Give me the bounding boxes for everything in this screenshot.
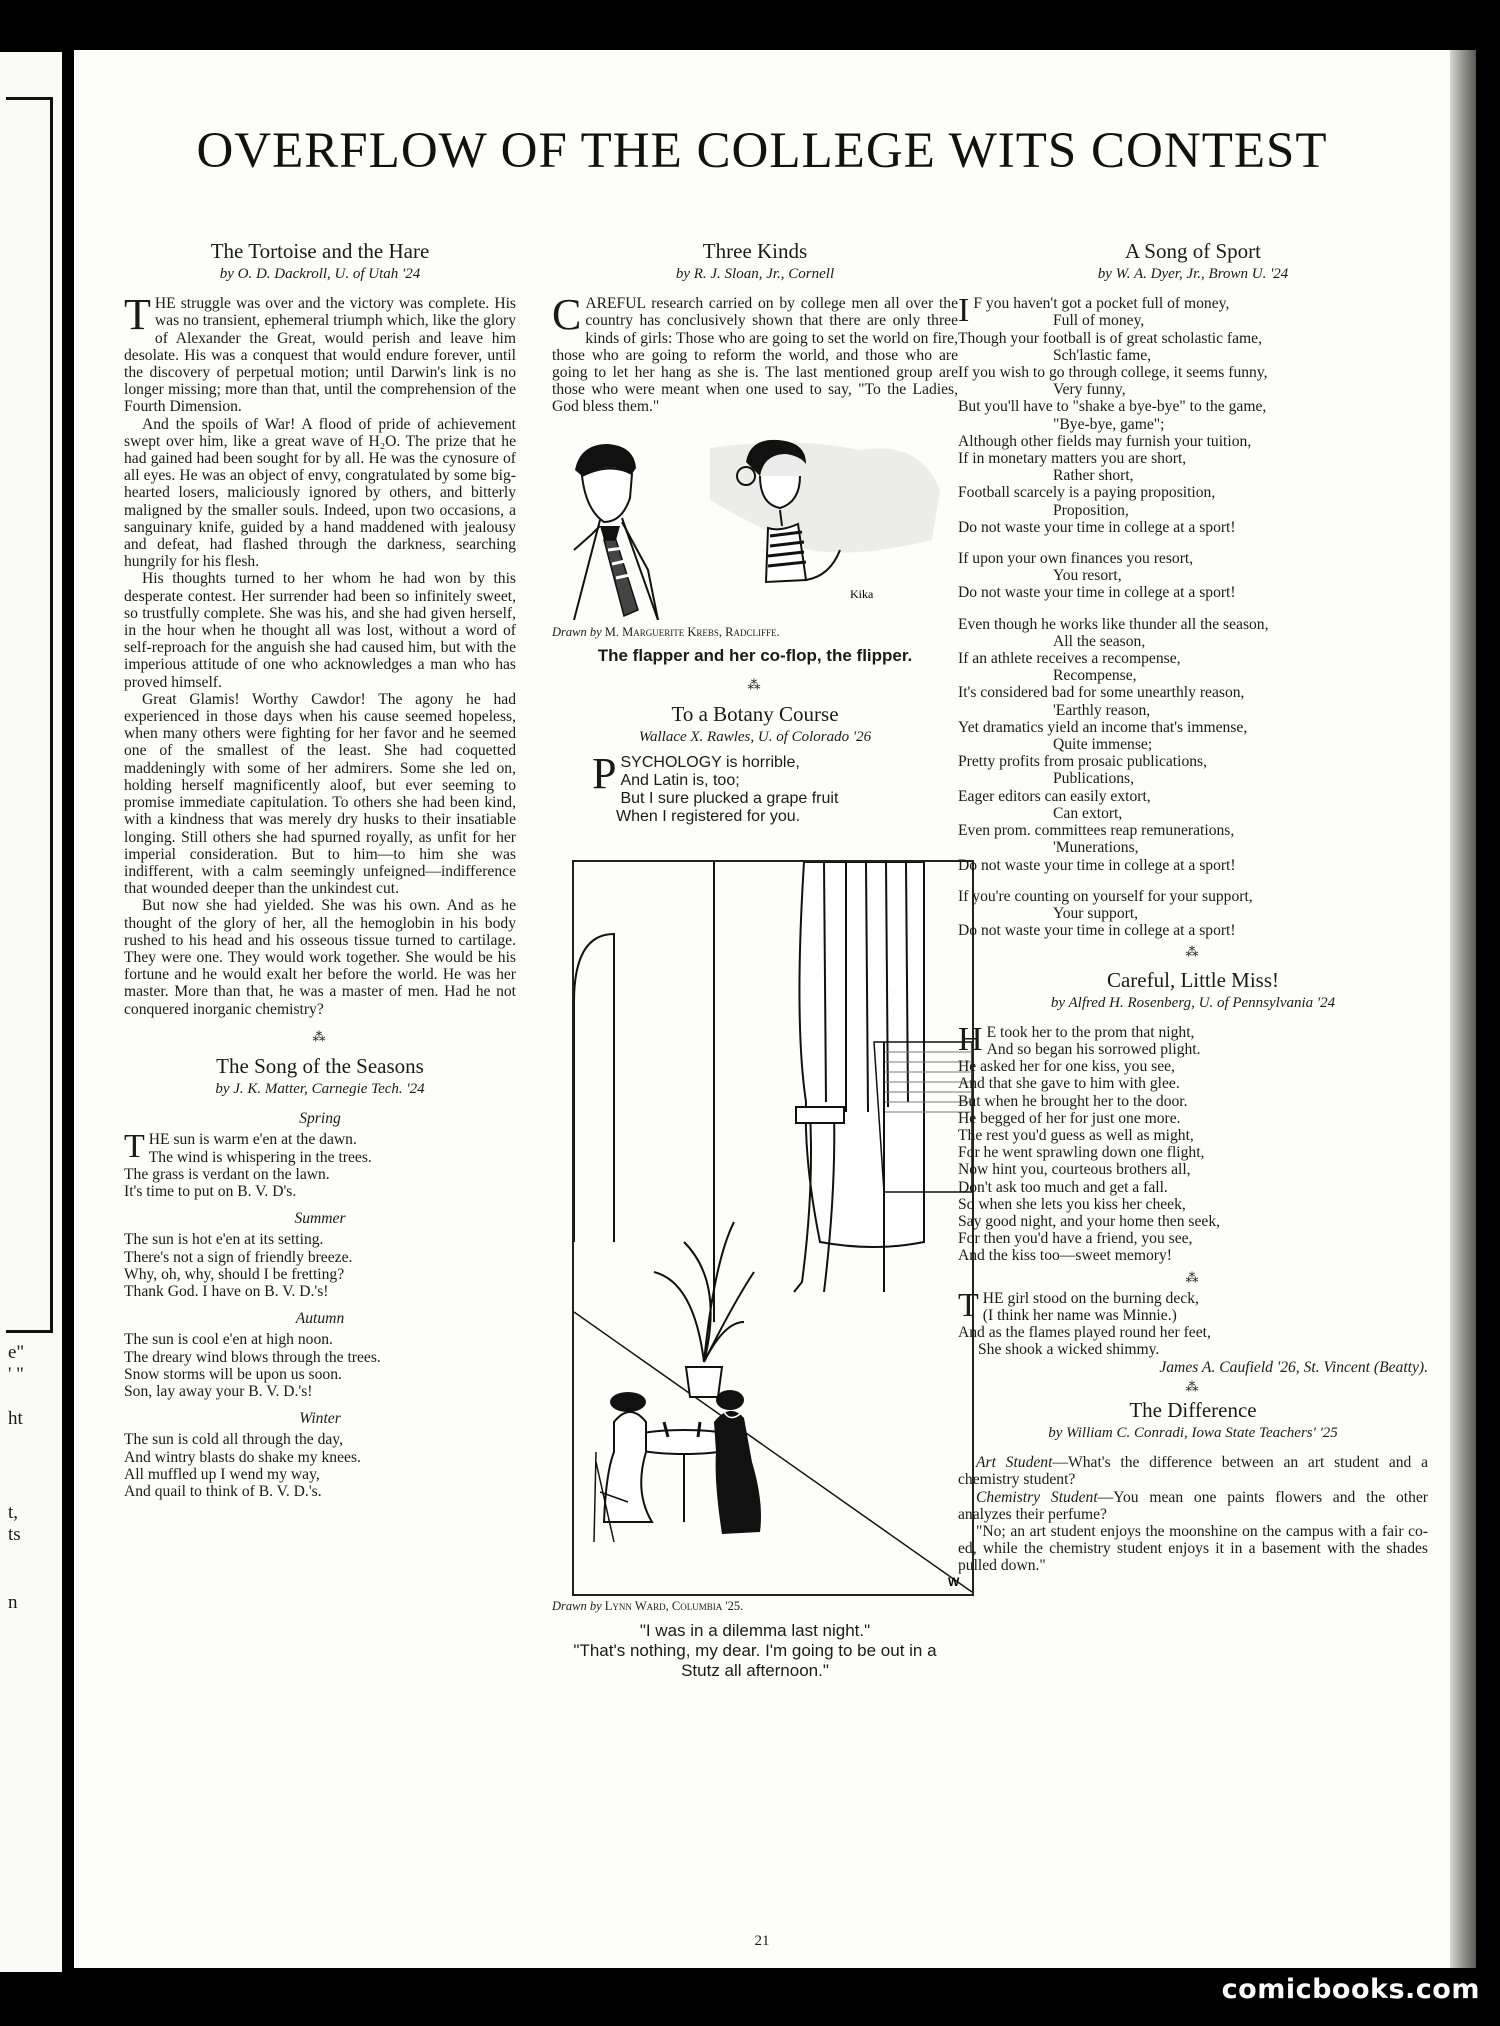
summer-stanza: The sun is hot e'en at its setting. There's not a sign of friendly breeze. Why, oh, why, should I be fretting? Thank God. I have on B. V. D.'s! (124, 1231, 353, 1300)
tortoise-paragraph-5: But now she had yielded. She was his own. And as he thought of the glory of her, all the hemoglobin in his body rushed to his head and his osseous tissue turned to cartilage. They were one. They would work together. She would be his fortune and he would exalt her before the world. He was her master. More than that, he was a master of men. Had he not conquered inorganic chemistry? (124, 897, 516, 1018)
sport-stanza-4: If you're counting on yourself for your support, Your support, Do not waste your time in college at a sport! (958, 887, 1253, 940)
season-label-summer: Summer (294, 1210, 346, 1228)
cafe-credit: Drawn by Lynn Ward, Columbia '25. (552, 1599, 744, 1614)
facing-page-fragment: t, (8, 1502, 19, 1523)
drop-cap: T (958, 1286, 979, 1324)
ornament-divider: ⁂ (1185, 1378, 1201, 1394)
difference-answer: "No; an art student enjoys the moonshine on the campus with a fair co-ed, while the chemistry student enjoys it in a basement with the shades pulled down." (958, 1523, 1428, 1575)
page-number: 21 (754, 1933, 770, 1949)
column-left (124, 238, 516, 1500)
flapper-illustration (560, 430, 950, 620)
difference-title: The Difference (1129, 1397, 1257, 1422)
page-binding-edge (1450, 50, 1476, 1968)
season-label-winter: Winter (299, 1410, 341, 1428)
difference-question: Art Student—What's the difference between an art student and a chemistry student? (958, 1454, 1428, 1489)
facing-page-fragment: ' " (8, 1364, 24, 1385)
drop-cap: P (592, 749, 617, 799)
ornament-divider: ⁂ (312, 1028, 328, 1044)
tortoise-byline: by O. D. Dackroll, U. of Utah '24 (219, 266, 421, 282)
flapper-drawing (560, 430, 950, 620)
three-kinds-text: CAREFUL research carried on by college men all over the country has conclusively shown that there are only three kinds of girls: Those who are going to set the world on fire, those who are going to reform the world, and those who are going to let her hang as she is. The last mentioned group are those who were meant when one used to say, "To the Ladies, God bless them." (552, 290, 958, 416)
drop-cap: H (958, 1020, 983, 1058)
signature: W (948, 1575, 960, 1590)
careful-poem: H E took her to the prom that night, And so began his sorrowed plight. He asked her for one kiss, you see, And that she gave to him with glee. But when he brought her to the door. He begged of her for just one more. The rest you'd guess as well as might, For he went sprawling down one flight, Now hint you, courteous brothers all, Don't ask too much and get a fall. So when she lets you kiss her cheek, Say good night, and your home then seek, For then you'd have a friend, you see, And the kiss too—sweet memory! (958, 1020, 1221, 1265)
facing-page-fragment: e" (8, 1342, 25, 1363)
facing-page-fragment: ht (8, 1408, 23, 1429)
botany-poem: PSYCHOLOGY is horrible, And Latin is, too; But I sure plucked a grape fruit When I registered for you. (592, 749, 839, 826)
spring-stanza: THE sun is warm e'en at the dawn. The wind is whispering in the trees. The grass is verdant on the lawn. It's time to put on B. V. D's. (124, 1128, 372, 1200)
ornament-divider: ⁂ (1185, 944, 1201, 960)
sport-stanza-1: I F you haven't got a pocket full of money, Full of money, Though your football is of great scholastic fame, Sch'lastic fame, If you wish to go through college, it seems funny, Very funny, But you'll have to "shake a bye-bye" to the game, "Bye-bye, game"; Although other fields may furnish your tuition, If in monetary matters you are short, Rather short, Football scarcely is a paying proposition, Proposition, Do not waste your time in college at a sport! (958, 292, 1268, 536)
ornament-divider: ⁂ (1185, 1269, 1201, 1285)
three-kinds-byline: by R. J. Sloan, Jr., Cornell (675, 266, 835, 282)
facing-page-border (6, 97, 53, 1333)
careful-title: Careful, Little Miss! (1106, 967, 1280, 992)
botany-byline: Wallace X. Rawles, U. of Colorado '26 (638, 729, 872, 746)
season-label-autumn: Autumn (295, 1310, 345, 1328)
drop-cap: T (124, 290, 151, 340)
flapper-caption: The flapper and her co-flop, the flipper. (597, 645, 913, 665)
tortoise-paragraph-3: His thoughts turned to her whom he had won by this desperate contest. Her surrender had been so infinitely sweet, so trustfully complete. She was his, and she had given herself, in the hour when he thought all was lost, without a word of self-reproach for the anguish she had caused him, but with the imperious attitude of one who acknowledges a man who has proved himself. (124, 570, 516, 691)
tortoise-title: The Tortoise and the Hare (210, 239, 430, 263)
drop-cap: I (958, 292, 970, 330)
tortoise-paragraph-1: THE struggle was over and the victory was complete. His was no transient, ephemeral triumph which, like the glory of Alexander the Great, would perish and leave him desolate. His was a conquest that would endure forever, until the discovery of perpetual motion; until Darwin's link is no longer missing; more than that, until the comprehension of the Fourth Dimension. (124, 290, 516, 416)
sport-stanza-3: Even though he works like thunder all the season, All the season, If an athlete receives a recompense, Recompense, It's considered bad for some unearthly reason, 'Earthly reason, Yet dramatics yield an income that's immense, Quite immense; Pretty profits from prosaic publications, Publications, Eager editors can easily extort, Can extort, Even prom. committees reap remunerations, 'Munerations, Do not waste your time in college at a sport! (958, 615, 1269, 874)
drop-cap: T (124, 1128, 145, 1166)
sport-title: A Song of Sport (1125, 239, 1261, 263)
sport-byline: by W. A. Dyer, Jr., Brown U. '24 (1097, 266, 1289, 282)
tortoise-paragraph-4: Great Glamis! Worthy Cawdor! The agony he had experienced in those days when his cause seemed hopeless, when many others were fighting for her favor and he seemed one of the smallest of the least. She had coquetted maddeningly with some of her admirers. Some she led on, holding herself magnificently aloof, but ever seeming to promise immediate capitulation. To others she had been kind, with a kindness that was merely dry husks to their insatiable longing. Still others she had spurned royally, as unfit for her imperial consideration. But to him—to him she was indifferent, with a calm seemingly unfeigned—indifference that wounded deeper than the unkindest cut. (124, 690, 516, 898)
cafe-drawing (574, 862, 972, 1594)
watermark: comicbooks.com (1221, 1974, 1480, 2005)
botany-title: To a Botany Course (671, 702, 839, 727)
seasons-byline: by J. K. Matter, Carnegie Tech. '24 (215, 1080, 425, 1097)
winter-stanza: The sun is cold all through the day, And wintry blasts do shake my knees. All muffled up I wend my way, And quail to think of B. V. D.'s. (124, 1431, 361, 1500)
facing-page-fragment: ts (8, 1524, 21, 1545)
difference-byline: by William C. Conradi, Iowa State Teachers' '25 (1048, 1424, 1338, 1441)
season-label-spring: Spring (299, 1110, 341, 1128)
autumn-stanza: The sun is cool e'en at high noon. The dreary wind blows through the trees. Snow storms will be upon us soon. Son, lay away your B. V. D.'s! (124, 1331, 381, 1400)
page-title: OVERFLOW OF THE COLLEGE WITS CONTEST (196, 123, 1328, 179)
left-facing-page (0, 52, 62, 1972)
column-right (958, 238, 1428, 1575)
flapper-credit: Drawn by M. Marguerite Krebs, Radcliffe. (552, 624, 780, 639)
tortoise-paragraph-2: And the spoils of War! A flood of pride of achievement swept over him, like a great wave of H₂O. The prize that he had gained had been sought for by all. He was the cynosure of all eyes. He was an object of envy, congratulated by some big-hearted losers, maliciously ignored by others, and bitterly maligned by the smaller souls. Indeed, upon two occasions, a sanguinary knife, guided by a hand maddened with jealousy and defeat, had flashed through the darkness, searching hungrily for his flesh. (124, 415, 516, 571)
magazine-page (74, 50, 1450, 1968)
signature: Kika (850, 586, 874, 601)
three-kinds-title: Three Kinds (702, 239, 808, 263)
drop-cap: C (552, 290, 582, 340)
cafe-caption: "I was in a dilemma last night." "That's nothing, my dear. I'm going to be out in a Stutz all afternoon." (573, 1621, 937, 1681)
ornament-divider: ⁂ (747, 676, 763, 692)
column-middle (552, 238, 958, 1681)
deck-credit: James A. Caufield '26, St. Vincent (Beatty). (1159, 1358, 1428, 1376)
deck-poem: THE girl stood on the burning deck, (I think her name was Minnie.) And as the flames played round her feet, She shook a wicked shimmy. James A. Caufield '26, St. Vincent (Beatty). (958, 1286, 1428, 1376)
facing-page-fragment: n (8, 1592, 18, 1613)
careful-byline: by Alfred H. Rosenberg, U. of Pennsylvania '24 (1050, 994, 1336, 1011)
seasons-title: The Song of the Seasons (216, 1053, 424, 1078)
difference-reply: Chemistry Student—You mean one paints flowers and the other analyzes their perfume? (958, 1488, 1428, 1523)
sport-stanza-2: If upon your own finances you resort, You resort, Do not waste your time in college at a sport! (958, 550, 1236, 602)
cafe-illustration (572, 860, 974, 1596)
